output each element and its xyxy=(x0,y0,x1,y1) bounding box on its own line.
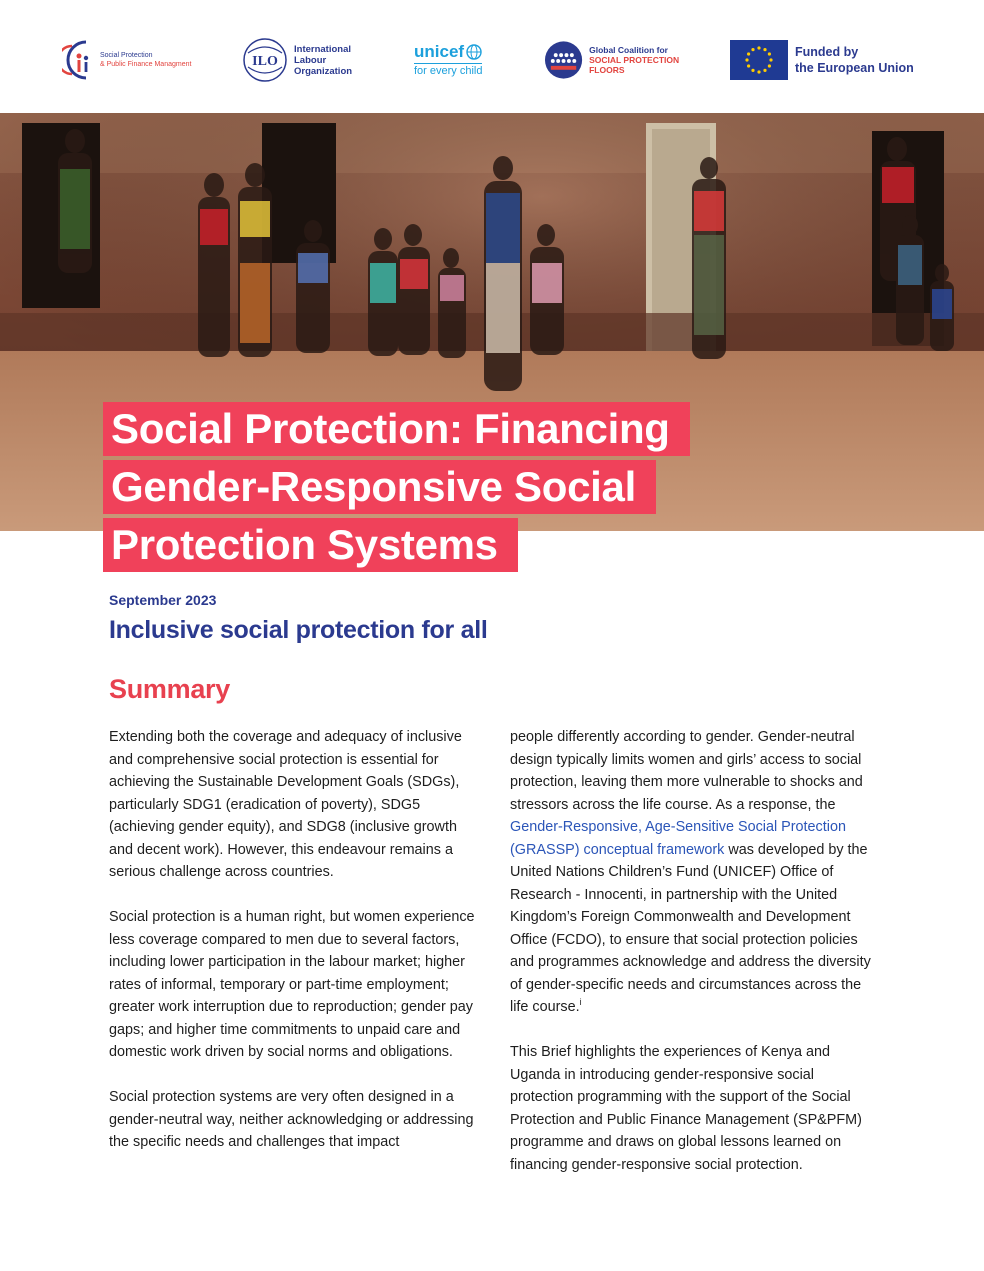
paragraph-2: Social protection is a human right, but women experience less coverage compared to men due to several factors, including lower participation in the labour market; higher rates of informal, temporary or part-time employment; greater work interruption due to reproduction; gender pay gaps; and higher time commitments to unpaid care and domestic work driven by social norms and obligations. xyxy=(109,909,475,1060)
unicef-tagline: for every child xyxy=(414,64,483,77)
sppfm-line2: & Public Finance Managment xyxy=(100,61,192,68)
footnote-marker[interactable]: i xyxy=(579,997,582,1008)
eu-logo-text xyxy=(795,44,914,76)
sppfm-line1: Social Protection xyxy=(100,52,153,59)
ilo-emblem-icon xyxy=(242,37,288,83)
sppfm-logo xyxy=(62,36,212,84)
logo-bar xyxy=(0,0,984,113)
eu-line1: Funded by xyxy=(795,45,859,59)
ilo-line2: Labour xyxy=(294,54,327,66)
document-title xyxy=(103,402,723,576)
left-column xyxy=(109,726,479,1176)
unicef-name: unicef xyxy=(414,41,465,61)
gcspf-line2: SOCIAL PROTECTION FLOORS xyxy=(589,55,680,75)
title-line-1: Social Protection: Financing xyxy=(103,402,690,456)
ilo-line3: Organization xyxy=(294,65,353,77)
gcspf-logo xyxy=(544,36,714,84)
ilo-logo-text xyxy=(294,44,352,77)
sppfm-emblem-icon xyxy=(62,36,96,84)
gcspf-logo-text xyxy=(589,45,714,75)
sppfm-logo-text xyxy=(100,51,191,69)
paragraph-4-text-b: was developed by the United Nations Children’s Fund (UNICEF) Office of Research - Innocenti, in partnership with the United Kingdom’s Foreign Commonwealth and Development Office (FCDO), to ensure that social protection policies and programmes acknowledge and address the diversity of gender-specific needs and circumstances across the life course. xyxy=(510,841,871,1015)
eu-line2: the European Union xyxy=(795,61,914,75)
unicef-logo-text xyxy=(414,43,482,78)
paragraph-4 xyxy=(510,726,880,1019)
subtitle: Inclusive social protection for all xyxy=(109,616,488,644)
ilo-logo xyxy=(242,36,372,84)
ilo-mark: ILO xyxy=(252,54,278,69)
gcspf-line1: Global Coalition for xyxy=(589,45,668,55)
unicef-logo xyxy=(414,36,498,84)
grassp-framework-link[interactable]: Gender-Responsive, Age-Sensitive Social Protection (GRASSP) conceptual framework xyxy=(510,819,846,858)
title-line-2: Gender-Responsive Social xyxy=(103,460,656,514)
eu-logo xyxy=(730,36,930,84)
ilo-line1: International xyxy=(294,43,352,55)
publication-date: September 2023 xyxy=(109,592,217,608)
eu-flag-icon xyxy=(730,40,788,80)
gcspf-emblem-icon xyxy=(544,40,583,80)
title-line-3: Protection Systems xyxy=(103,518,518,572)
unicef-globe-icon xyxy=(466,44,482,60)
paragraph-4-text-a: people differently according to gender. Gender-neutral design typically limits women and girls’ access to social protection, leaving them more vulnerable to shocks and stressors across the life course. As a response, the xyxy=(510,729,863,813)
paragraph-5: This Brief highlights the experiences of Kenya and Uganda in introducing gender-responsive social protection programming with the support of the Social Protection and Public Finance Management (SP&PFM) programme and draws on global lessons learned on financing gender-responsive social protection. xyxy=(510,1044,862,1173)
paragraph-3: Social protection systems are very often designed in a gender-neutral way, neither acknowledging or addressing the specific needs and challenges that impact xyxy=(109,1089,474,1150)
summary-heading: Summary xyxy=(109,674,230,704)
paragraph-1: Extending both the coverage and adequacy of inclusive and comprehensive social protection is essential for achieving the Sustainable Development Goals (SDGs), particularly SDG1 (eradication of poverty), SDG5 (achieving gender equity), and SDG8 (inclusive growth and decent work). However, this endeavour remains a serious challenge across countries. xyxy=(109,729,462,880)
right-column xyxy=(510,726,880,1199)
